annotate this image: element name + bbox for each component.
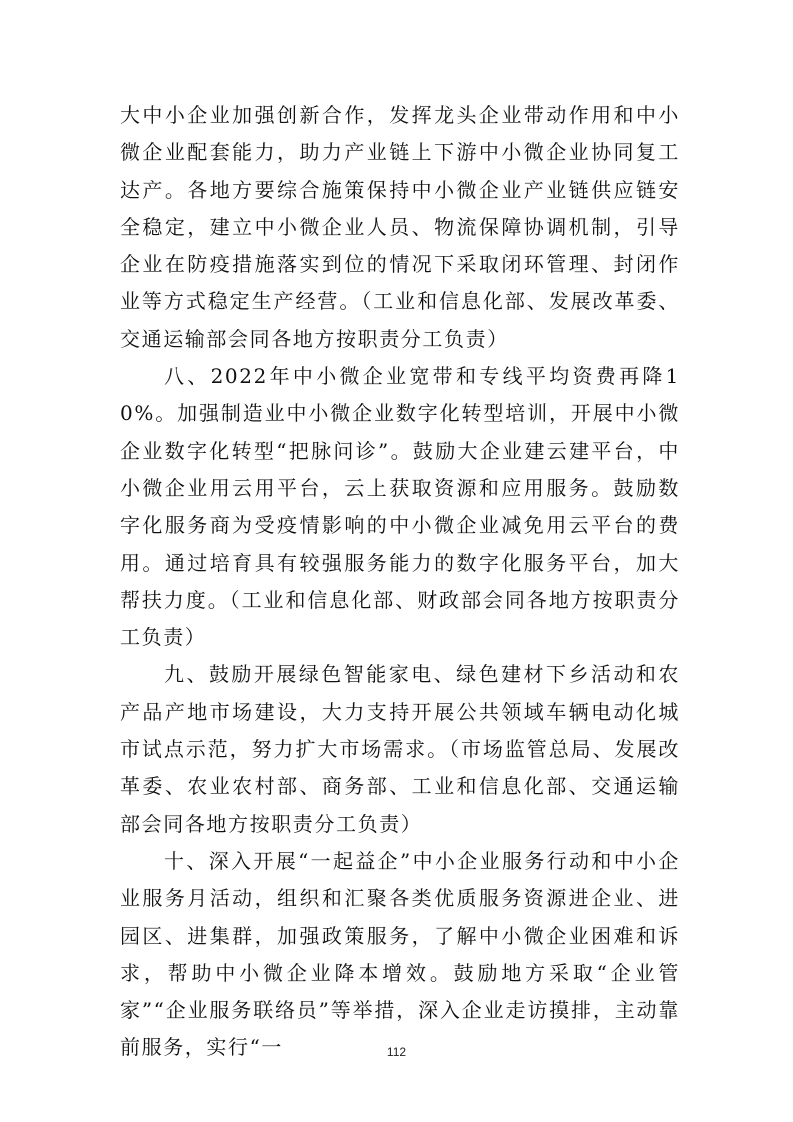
paragraph-item-9: 九、鼓励开展绿色智能家电、绿色建材下乡活动和农产品产地市场建设，大力支持开展公共领域车辆电动化城市试点示范，努力扩大市场需求。（市场监管总局、发展改革委、农业农村部、商务部、工业和信息化部、交通运输部会同各地方按职责分工负责） — [120, 662, 680, 836]
document-body — [120, 97, 680, 1067]
paragraph-continuation: 大中小企业加强创新合作，发挥龙头企业带动作用和中小微企业配套能力，助力产业链上下游中小微企业协同复工达产。各地方要综合施策保持中小微企业产业链供应链安全稳定，建立中小微企业人员、物流保障协调机制，引导企业在防疫措施落实到位的情况下采取闭环管理、封闭作业等方式稳定生产经营。（工业和信息化部、发展改革委、交通运输部会同各地方按职责分工负责） — [120, 103, 680, 351]
paragraph-item-10: 十、深入开展“一起益企”中小企业服务行动和中小企业服务月活动，组织和汇聚各类优质服务资源进企业、进园区、进集群，加强政策服务，了解中小微企业困难和诉求，帮助中小微企业降本增效。鼓励地方采取“企业管家”“企业服务联络员”等举措，深入企业走访摸排，主动靠前服务，实行“一 — [120, 848, 680, 1060]
paragraph-item-8: 八、2022年中小微企业宽带和专线平均资费再降10%。加强制造业中小微企业数字化转型培训，开展中小微企业数字化转型“把脉问诊”。鼓励大企业建云建平台，中小微企业用云用平台，云上获取资源和应用服务。鼓励数字化服务商为受疫情影响的中小微企业减免用云平台的费用。通过培育具有较强服务能力的数字化服务平台，加大帮扶力度。（工业和信息化部、财政部会同各地方按职责分工负责） — [120, 364, 680, 650]
page-number: 112 — [386, 1045, 407, 1059]
